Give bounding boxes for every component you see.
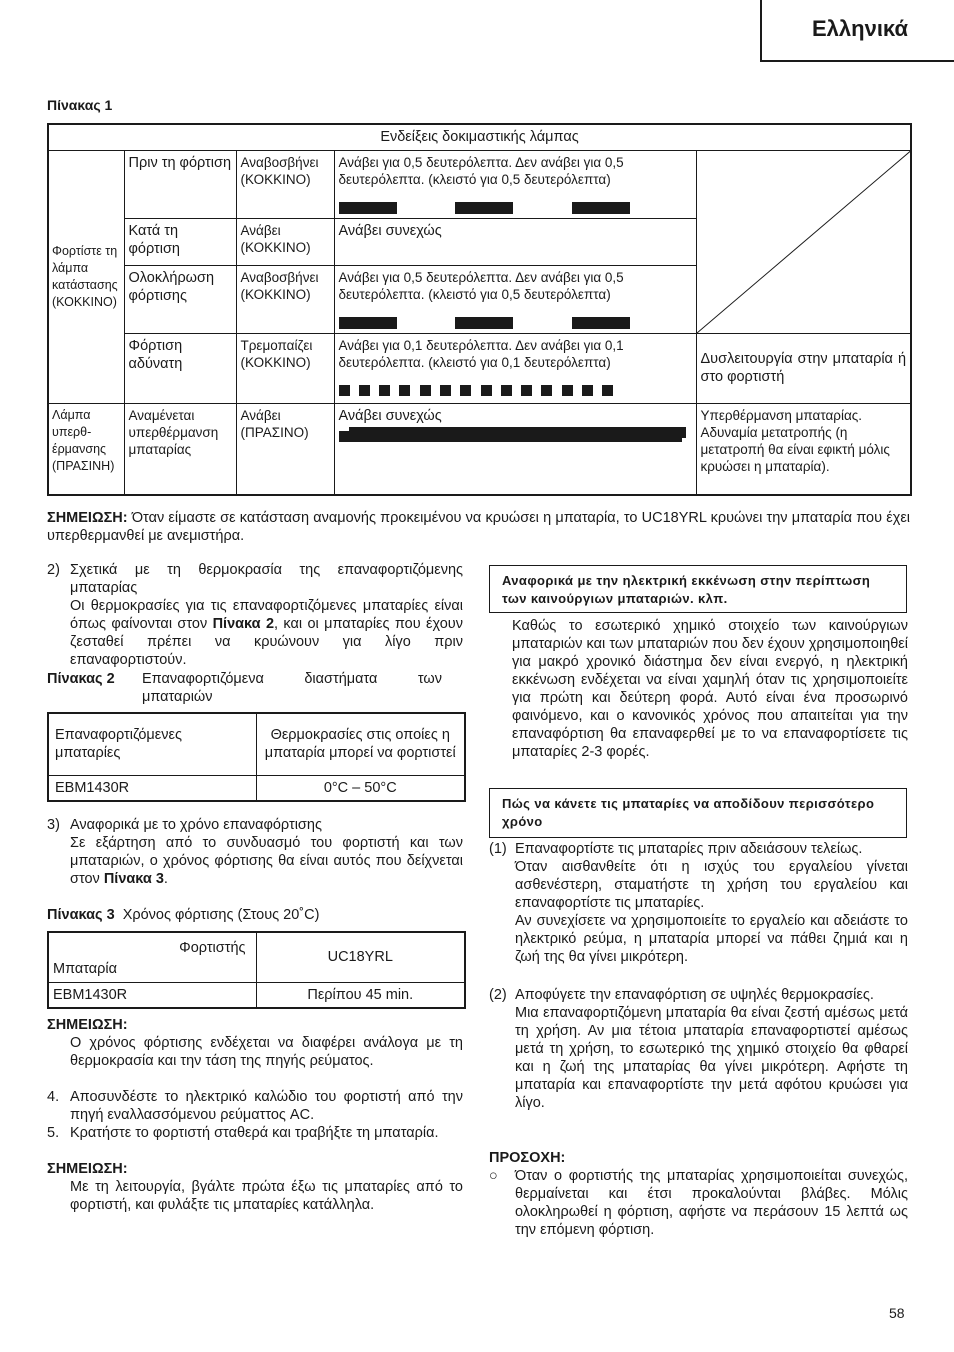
item2-num: 2) [47,562,60,578]
state-before-charge: Πριν τη φόρτιση [124,150,236,218]
right-item2-p1: Μια επαναφορτιζόμενη μπαταρία θα είναι ζεστή αμέσως μετά τη χρήση. Αν μια τέτοια μπαταρία επαναφορτιστεί αμέσως μετά τη χρήση, το εσωτερικό της χημικό στοιχείο θα φθαρεί και η ζωή της μπαταρίας θα γίνει μικρότερη. Αφήστε τη μπαταρία και επαναφορτίστε την μετά αφότου κρυώσει για λίγο. [515,1005,908,1111]
table1-caption: Πίνακας 1 [47,97,113,113]
caution-label: ΠΡΟΣΟΧΗ: [489,1150,566,1166]
item3-text [70,834,463,888]
table2-col2: Θερμοκρασίες στις οποίες η μπαταρία μπορεί να φορτιστεί [256,713,465,775]
table3-corner [48,932,256,982]
desc-overheat-text: Ανάβει συνεχώς [338,407,442,424]
item2-title: Σχετικά με τη θερμοκρασία της επαναφορτιζόμενης μπαταρίας [70,562,463,596]
flicker-dot [420,385,431,396]
item5-num: 5. [47,1125,60,1141]
right-item1-p2: Αν συνεχίσετε να χρησιμοποιείτε το εργαλείο και αδειάστε το ηλεκτρικό ρεύμα, η μπαταρία μπορεί να πάθει ζημιά και η ζωή της θα γίνει μικρότερη. [515,913,908,965]
table3-caption [47,906,319,924]
table2-caption [47,670,463,706]
desc-before-charge [334,150,696,218]
note3 [47,1160,463,1214]
note-malfunction: Δυσλειτουργία στην μπαταρία ή στο φορτιστή [696,333,911,403]
table3-battery-label: Μπαταρία [53,960,118,977]
lamp-before-charge: Αναβοσβήνει (ΚΟΚΚΙΝΟ) [236,150,334,218]
note1-text: Όταν είμαστε σε κατάσταση αναμονής προκειμένου να κρυώσει η μπαταρία, το UC18YRL κρυώνει την μπαταρία που έχει υπερθερμανθεί με ανεμιστήρα. [47,510,911,544]
item3-text-b: . [163,871,168,887]
state-during-charge: Κατά τη φόρτιση [124,218,236,265]
flicker-dot [460,385,471,396]
desc-overheat [334,403,696,495]
empty-diagonal-cell [696,150,911,333]
note2-text: Ο χρόνος φόρτισης ενδέχεται να διαφέρει ανάλογα με τη θερμοκρασία και την τάση της πηγής ρεύματος. [70,1035,463,1069]
item3-text-bold: Πίνακα 3 [103,871,164,887]
caution [489,1149,908,1239]
lamp-during-charge: Ανάβει (ΚΟΚΚΙΝΟ) [236,218,334,265]
table3-model: UC18YRL [256,932,465,982]
steady-light-bar-during-charge [349,427,686,438]
table3 [47,931,466,1009]
blink-bar [339,317,397,329]
right-item1 [489,840,908,966]
flicker-dot [339,385,350,396]
right-item1-num: (1) [489,841,507,857]
desc-charge-complete-text: Ανάβει για 0,5 δευτερόλεπτα. Δεν ανάβει για 0,5 δευτερόλεπτα. (κλειστό για 0,5 δευτερόλεπτα) [338,269,624,302]
item2-text-a: Οι θερμοκρασίες για τις επαναφορτιζόμενες μπαταρίες είναι όπως φαίνονται στον [70,598,463,632]
flicker-dot [582,385,593,396]
table3-caption-text: Χρόνος φόρτισης (Στους 20˚C) [122,907,320,923]
blink-bar [455,317,513,329]
note3-text: Με τη λειτουργία, βγάλτε πρώτα έξω τις μπαταρίες από το φορτιστή, και φυλάξτε τις μπαταρίες κατάλληλα. [70,1179,463,1213]
item3 [47,816,463,888]
caution-text: Όταν ο φορτιστής της μπαταρίας χρησιμοποιείται συνεχώς, θερμαίνεται και έτσι προκαλούνται βλάβες. Μόλις ολοκληρωθεί η φόρτιση, αφήστε να περάσουν 15 λεπτά ως την επόμενη φόρτιση. [515,1168,908,1238]
flicker-dot [521,385,532,396]
item2-text [70,597,463,669]
desc-charge-impossible-text: Ανάβει για 0,1 δευτερόλεπτα. Δεν ανάβει για 0,1 δευτερόλεπτα. (κλειστό για 0,1 δευτερόλεπτα) [338,337,624,370]
flicker-dot [501,385,512,396]
item5 [47,1124,463,1142]
note1-label: ΣΗΜΕΙΩΣΗ: [47,510,128,526]
table3-caption-bold: Πίνακας 3 [47,907,115,923]
right-item1-p1: Όταν αισθανθείτε ότι η ισχύς του εργαλείου γίνεται ασθενέστερη, σταματήστε τη χρήση του εργαλείου και επαναφορτίστε τις μπαταρίες. [515,859,908,911]
table2-caption-text: Επαναφορτιζόμενα διαστήματα των μπαταριών [142,671,442,705]
flicker-dot [379,385,390,396]
item2-text-bold: Πίνακα 2 [212,616,275,632]
right-item2 [489,986,908,1112]
flicker-dot [359,385,370,396]
right-item1-title: Επαναφορτίστε τις μπαταρίες πριν αδειάσουν τελείως. [515,841,863,857]
table2-battery: EBM1430R [48,775,256,801]
table1 [47,123,912,496]
flicker-dot [562,385,573,396]
blink-bar [572,202,630,214]
note3-label: ΣΗΜΕΙΩΣΗ: [47,1161,128,1177]
blink-bar [455,202,513,214]
item4-num: 4. [47,1089,60,1105]
flicker-dot [602,385,613,396]
item4 [47,1088,463,1124]
item3-num: 3) [47,817,60,833]
item2-text-b: , και οι μπαταρίες που έχουν ζεσταθεί πρέπει να κρυώνουν για λίγο πριν επαναφορτιστούν. [70,616,463,668]
note2-label: ΣΗΜΕΙΩΣΗ: [47,1017,128,1033]
blink-bar [339,202,397,214]
charge-lamp-label: Φορτίστε τη λάμπα κατάστασης (ΚΟΚΚΙΝΟ) [48,150,124,403]
language-label: Ελληνικά [812,16,908,41]
lamp-overheat: Ανάβει (ΠΡΑΣΙΝΟ) [236,403,334,495]
page-number: 58 [889,1305,905,1321]
right-item2-num: (2) [489,987,507,1003]
desc-before-charge-text: Ανάβει για 0,5 δευτερόλεπτα. Δεν ανάβει για 0,5 δευτερόλεπτα. (κλειστό για 0,5 δευτερόλεπτα) [338,154,624,187]
desc-during-charge-text: Ανάβει συνεχώς [338,222,442,239]
circle-bullet-icon: ○ [489,1168,498,1184]
flicker-dot [440,385,451,396]
state-charge-complete: Ολοκλήρωση φόρτισης [124,265,236,333]
table2-temp: 0°C – 50°C [256,775,465,801]
diagonal-line [697,151,911,333]
lamp-charge-impossible: Τρεμοπαίζει (ΚΟΚΚΙΝΟ) [236,333,334,403]
item3-text-a: Σε εξάρτηση από το συνδυασμό του φορτιστή και των μπαταριών, ο χρόνος φόρτισης θα είναι αυτός που δείχνεται στον [70,835,463,887]
flicker-dot [399,385,410,396]
state-charge-impossible: Φόρτιση αδύνατη [124,333,236,403]
table3-time: Περίπου 45 min. [256,982,465,1008]
right-item2-title: Αποφύγετε την επαναφόρτιση σε υψηλές θερμοκρασίες. [515,987,874,1003]
blink-pattern-slow [339,317,692,329]
overheat-lamp-label: Λάμπα υπερθ-έρμανσης (ΠΡΑΣΙΝΗ) [48,403,124,495]
flicker-dot [481,385,492,396]
item5-text: Κρατήστε το φορτιστή σταθερά και τραβήξτε τη μπαταρία. [70,1125,439,1141]
state-overheat: Αναμένεται υπερθέρμανση μπαταρίας [124,403,236,495]
flicker-pattern-fast [339,385,692,396]
language-tab [760,0,954,62]
note2 [47,1016,463,1070]
item3-title: Αναφορικά με το χρόνο επαναφόρτισης [70,817,322,833]
lamp-charge-complete: Αναβοσβήνει (ΚΟΚΚΙΝΟ) [236,265,334,333]
table1-header: Ενδείξεις δοκιμαστικής λάμπας [48,124,911,150]
longevity-heading-box: Πώς να κάνετε τις μπαταρίες να αποδίδουν περισσότερο χρόνο [489,788,907,838]
desc-during-charge [334,218,696,265]
table2-caption-bold: Πίνακας 2 [47,671,115,687]
table2-col1: Επαναφορτιζόμενες μπαταρίες [48,713,256,775]
table2 [47,712,466,802]
note-overheat: Υπερθέρμανση μπαταρίας. Αδυναμία μετατροπής (η μετατροπή θα είναι εφικτή μόλις κρυώσει η μπαταρία). [696,403,911,495]
caution-item [489,1167,908,1239]
discharge-heading-box: Αναφορικά με την ηλεκτρική εκκένωση στην περίπτωση των καινούργιων μπαταριών. κλπ. [489,565,907,613]
item2 [47,561,463,669]
table3-charger-label: Φορτιστής [179,940,246,956]
note1 [47,509,910,545]
flicker-dot [541,385,552,396]
desc-charge-impossible [334,333,696,403]
blink-pattern-slow [339,202,692,214]
table3-battery: EBM1430R [48,982,256,1008]
desc-charge-complete [334,265,696,333]
blink-bar [572,317,630,329]
discharge-text: Καθώς το εσωτερικό χημικό στοιχείο των καινούργιων μπαταριών και των μπαταριών που δεν έχουν χρησιμοποιηθεί για μακρό χρονικό διάστημα δεν είναι ενεργό, η ηλεκτρική εκκένωση ενδέχεται να είναι χαμηλή όταν τις χρησιμοποιείτε για πρώτη και δεύτερη φορά. Αυτό είναι ένα προσωρινό φαινόμενο, και ο κανονικός χρόνος που απαιτείται για την επαναφόρτιση θα επαναφερθεί με το να επαναφορτίσετε τις μπαταρίες 2-3 φορές. [512,618,908,760]
item4-text: Αποσυνδέστε το ηλεκτρικό καλώδιο του φορτιστή από την πηγή εναλλασσόμενου ρεύματτος AC. [70,1089,463,1123]
